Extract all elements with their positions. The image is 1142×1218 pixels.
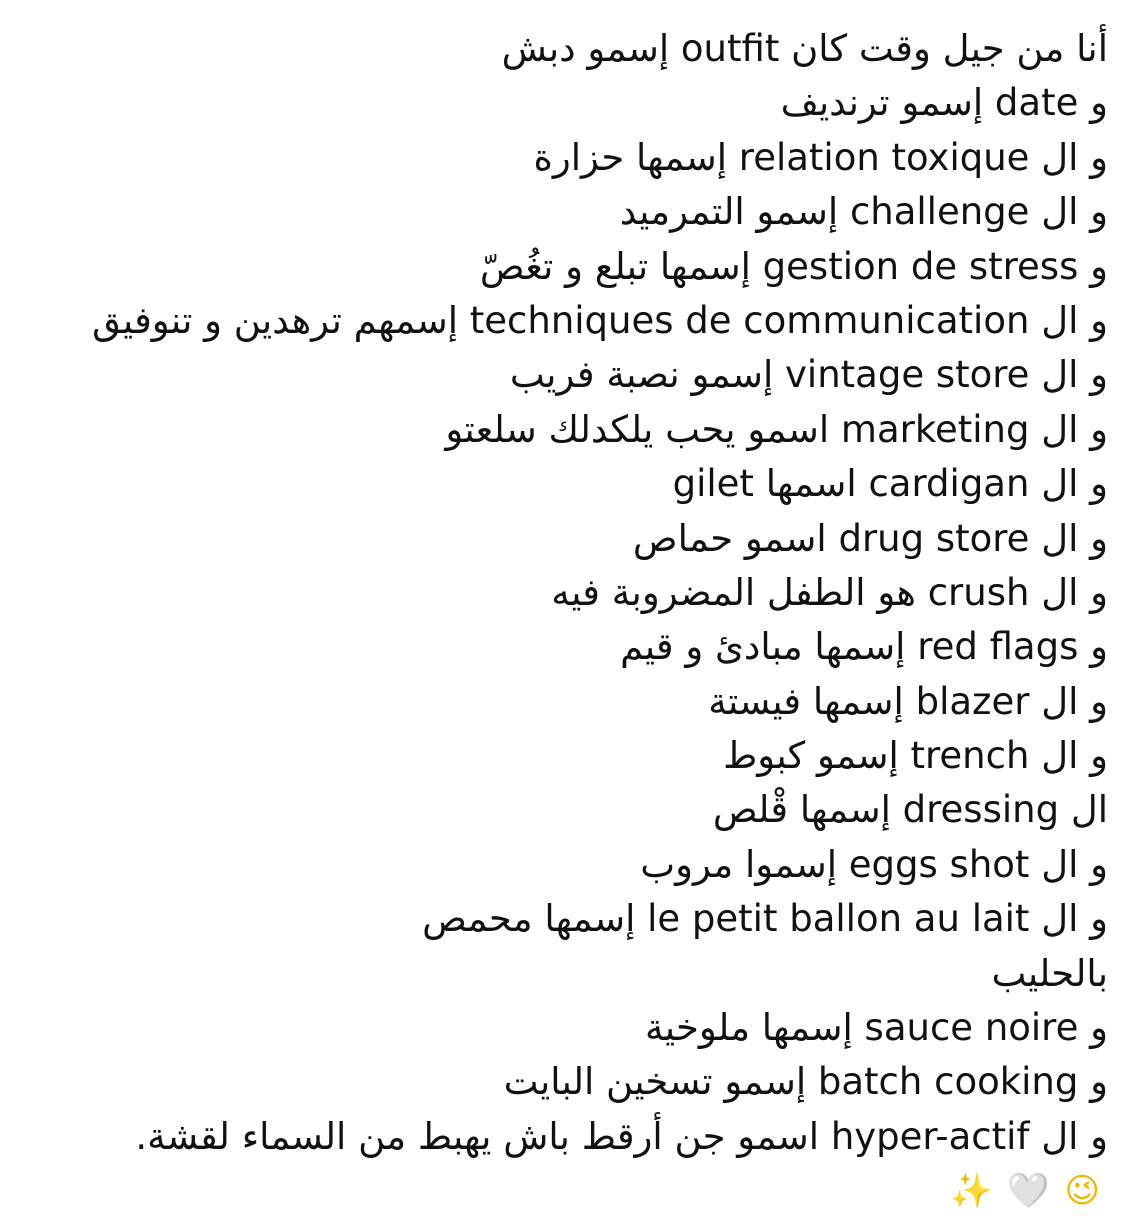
note-line-6: و ال techniques de communication إسمهم ترهدين و تنوفيق bbox=[92, 298, 1108, 342]
white-heart-icon: 🤍 bbox=[1007, 1171, 1052, 1212]
note-line-2: و date إسمو ترنديف bbox=[780, 81, 1108, 125]
note-line-13: و ال blazer إسمها فيستة bbox=[708, 679, 1108, 723]
note-line-20: و batch cooking إسمو تسخين البايت bbox=[503, 1060, 1108, 1104]
note-line-21: و ال hyper-actif اسمو جن أرقط باش يهبط من السماء لقشة. bbox=[135, 1114, 1108, 1158]
sparkles-icon: ✨ bbox=[950, 1171, 995, 1212]
note-line-7: و ال vintage store إسمو نصبة فريب bbox=[509, 353, 1108, 397]
note-line-11: و ال crush هو الطفل المضروبة فيه bbox=[551, 570, 1108, 614]
winking-face-icon: 😉 bbox=[1064, 1171, 1102, 1212]
note-line-15: ال dressing إسمها قْلص bbox=[712, 788, 1108, 832]
note-line-14: و ال trench إسمو كبوط bbox=[723, 734, 1108, 778]
note-line-10: و ال drug store اسمو حماص bbox=[632, 516, 1108, 560]
note-line-3: و ال relation toxique إسمها حزارة bbox=[533, 135, 1108, 179]
note-line-19: و sauce noire إسمها ملوخية bbox=[644, 1006, 1108, 1050]
emoji-row bbox=[30, 1164, 1108, 1218]
note-line-1: أنا من جيل وقت كان outfit إسمو دبش bbox=[501, 27, 1108, 70]
note-text bbox=[0, 22, 1142, 1212]
note-line-5: و gestion de stress إسمها تبلع و تغُصّ bbox=[479, 244, 1108, 288]
note-line-18: بالحليب bbox=[991, 951, 1108, 995]
note-line-9: و ال cardigan اسمها gilet bbox=[672, 462, 1108, 506]
note-line-8: و ال marketing اسمو يحب يلكدلك سلعتو bbox=[445, 407, 1108, 451]
note-line-16: و ال eggs shot إسموا مروب bbox=[640, 842, 1108, 886]
note-line-12: و red flags إسمها مبادئ و قيم bbox=[620, 625, 1108, 669]
note-line-17: و ال le petit ballon au lait إسمها محمص bbox=[422, 897, 1108, 941]
note-line-4: و ال challenge إسمو التمرميد bbox=[619, 190, 1108, 234]
